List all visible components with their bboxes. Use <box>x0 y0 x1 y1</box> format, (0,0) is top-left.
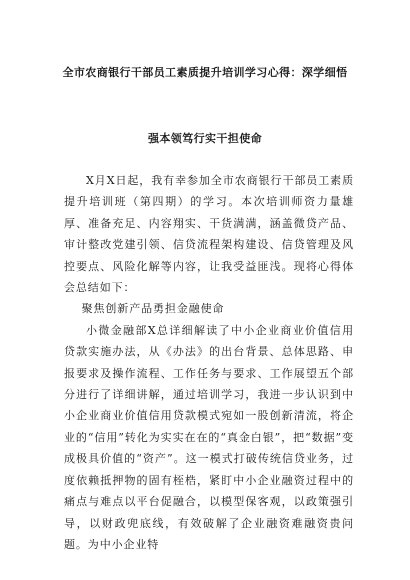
section-paragraph: 小微金融部X总详细解读了中小企业商业价值信用贷款实施办法，从《办法》的出台背景、总体思路、申报要求及操作流程、工作任务与要求、工作展望五个部分进行了详细讲解，通过培训学习，我进一步认识到中小企业商业价值信用贷款模式宛如一股创新清流，将企业的“信用”转化为实实在在的“真金白银”，把“数据”变成极具价值的“资产”。这一模式打破传统信贷业务，过度依赖抵押物的固有桎梏，紧盯中小企业融资过程中的痛点与难点以平台促融合，以模型保客观，以政策强引导，以财政兜底线，有效破解了企业融资难融资贵问题。为中小企业特 <box>64 323 354 551</box>
intro-paragraph: X月X日起，我有幸参加全市农商银行干部员工素质提升培训班（第四期）的学习。本次培训师资力量雄厚、准备充足、内容翔实、干货满满，涵盖微贷产品、审计整改党建引领、信贷流程架构建设、信贷管理及风控要点、风险化解等内容，让我受益匪浅。现将心得体会总结如下： <box>64 174 354 295</box>
section-heading: 聚焦创新产品勇担金融使命 <box>81 302 225 316</box>
document-title-line2: 强本领笃行实干担使命 <box>148 132 262 145</box>
document-body <box>64 170 354 555</box>
document-title-line1: 全市农商银行干部员工素质提升培训学习心得：深学细悟 <box>62 66 348 79</box>
